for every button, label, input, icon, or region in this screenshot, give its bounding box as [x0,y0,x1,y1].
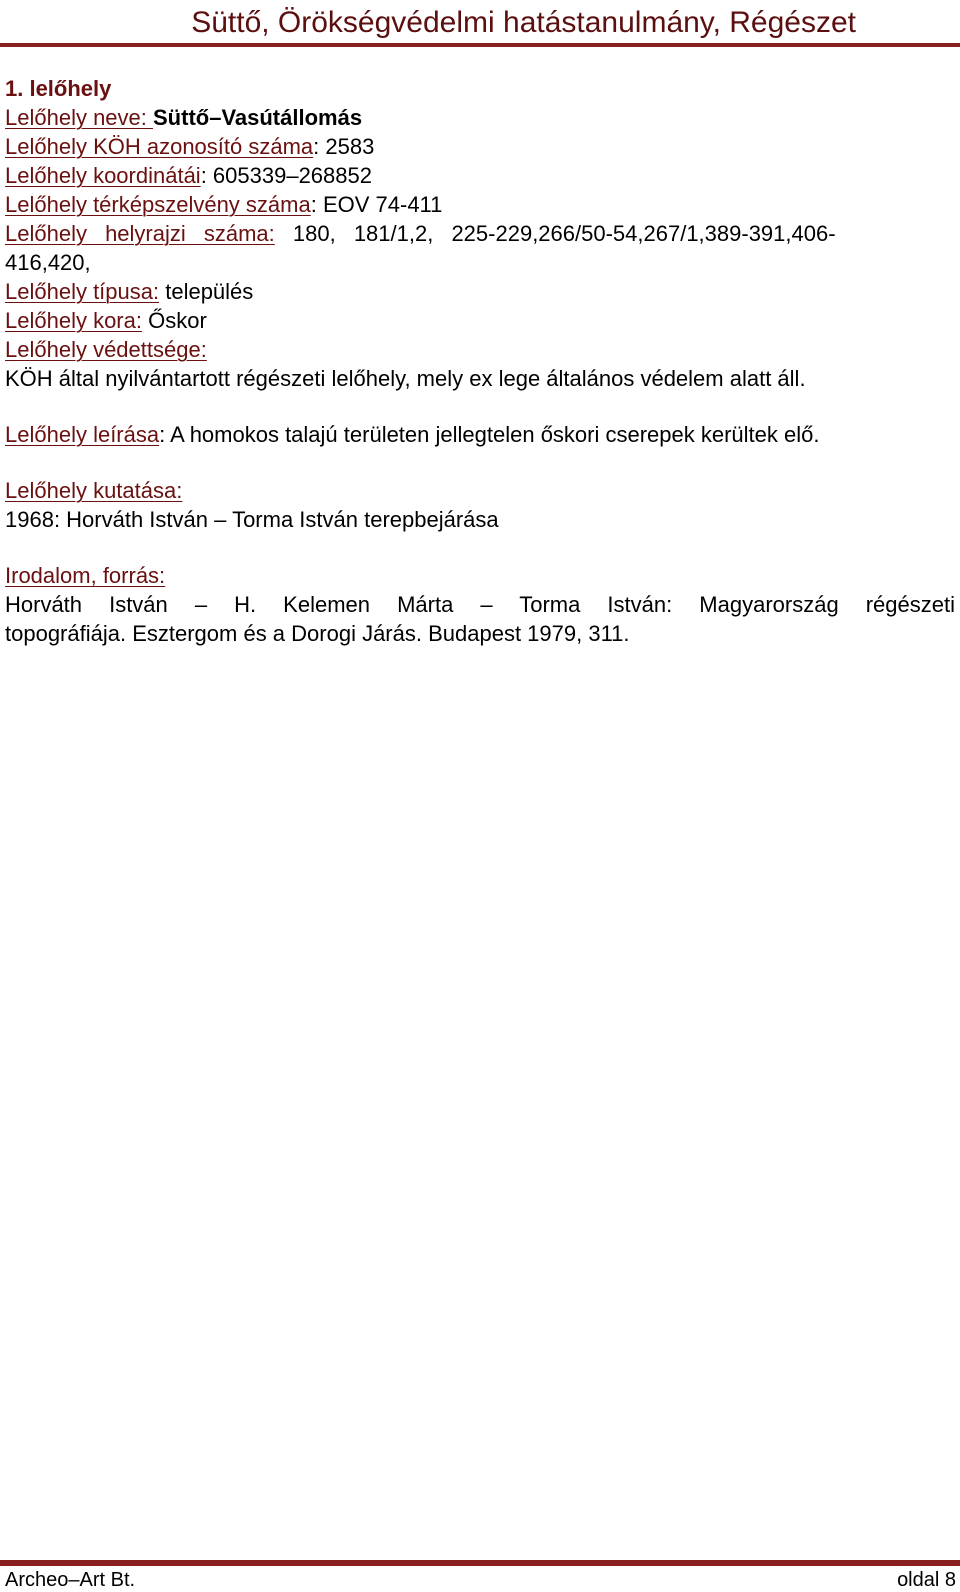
site-research-value: 1968: Horváth István – Torma István terepbejárása [5,507,499,532]
site-description-value: : A homokos talajú területen jellegtelen őskori cserepek kerültek elő. [159,422,820,447]
site-name-row [5,103,955,132]
site-research-label: Lelőhely kutatása: [5,478,183,503]
site-record [5,74,955,648]
site-description-label: Lelőhely leírása [5,422,160,447]
site-map-sheet-label: Lelőhely térképszelvény száma [5,192,311,217]
site-koh-id-label: Lelőhely KÖH azonosító száma [5,134,314,159]
site-koh-id-row [5,132,955,161]
site-heading: 1. lelőhely [5,76,112,101]
spacer [5,534,955,561]
document-title: Süttő, Örökségvédelmi hatástanulmány, Régészet [191,6,856,39]
site-literature-label: Irodalom, forrás: [5,563,166,588]
footer-divider [0,1560,960,1566]
site-coordinates-row [5,161,955,190]
site-protection-label: Lelőhely védettsége: [5,337,207,362]
page-header [0,0,960,48]
site-literature-value-line1: Horváth István – H. Kelemen Márta – Torma István: Magyarország régészeti [5,592,955,617]
spacer [5,449,955,476]
site-map-sheet-row [5,190,955,219]
footer-company: Archeo–Art Bt. [5,1569,136,1591]
spacer [5,393,955,420]
site-parcel-value-line1: 180, 181/1,2, 225-229,266/50-54,267/1,389-391,406- [274,221,836,246]
site-type-row [5,277,955,306]
footer-page-number: oldal 8 [897,1569,956,1591]
site-map-sheet-value: : EOV 74-411 [310,192,443,217]
site-parcel-row [5,219,955,248]
site-age-label: Lelőhely kora: [5,308,142,333]
site-coordinates-label: Lelőhely koordinátái [5,163,201,188]
site-coordinates-value: : 605339–268852 [200,163,372,188]
site-parcel-label: Lelőhely helyrajzi száma: [5,221,275,246]
site-parcel-value-line2: 416,420, [5,250,91,275]
site-type-value: település [159,279,254,304]
site-age-value: Őskor [141,308,207,333]
site-name-label: Lelőhely neve: [5,105,153,130]
site-age-row [5,306,955,335]
page-footer [0,1560,960,1592]
site-description-row [5,420,955,449]
site-type-label: Lelőhely típusa: [5,279,160,304]
site-name-value: Süttő–Vasútállomás [153,105,363,130]
site-protection-value: KÖH által nyilvántartott régészeti lelőhely, mely ex lege általános védelem alatt áll. [5,366,806,391]
site-koh-id-value: : 2583 [313,134,375,159]
site-literature-value-line2: topográfiája. Esztergom és a Dorogi Járás. Budapest 1979, 311. [5,621,630,646]
header-divider [0,43,960,47]
